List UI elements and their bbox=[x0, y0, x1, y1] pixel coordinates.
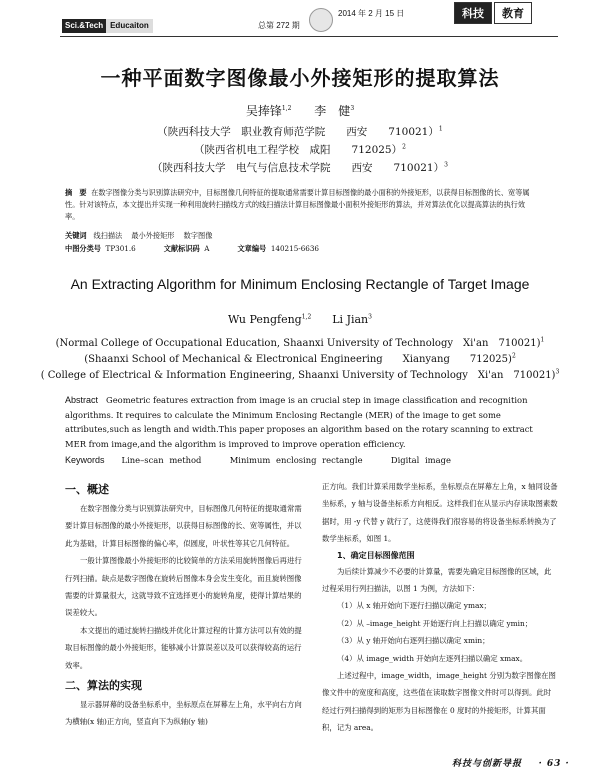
header-divider bbox=[60, 36, 558, 37]
affiliation-en bbox=[0, 334, 600, 349]
classification-cn bbox=[65, 243, 535, 255]
paper-title-cn: 一种平面数字图像最小外接矩形的提取算法 bbox=[100, 66, 500, 90]
keyword: 数字图像 bbox=[183, 231, 213, 240]
affiliation-text: （陕西省机电工程学校 咸阳 712025） bbox=[194, 144, 403, 156]
clc-number bbox=[65, 243, 136, 255]
list-item: （3）从 y 轴开始向右逐列扫描以确定 xmin； bbox=[337, 636, 490, 646]
author-name: 李 健 bbox=[314, 104, 351, 118]
author-sup: 3 bbox=[368, 313, 372, 321]
paper-title-en: An Extracting Algorithm for Minimum Enclosing Rectangle of Target Image bbox=[70, 276, 530, 292]
keywords-cn bbox=[65, 230, 535, 242]
document-code bbox=[164, 243, 210, 255]
section-tab-jiaoyu: 教育 bbox=[494, 2, 532, 24]
page-footer bbox=[452, 756, 570, 769]
abstract-text: Geometric features extraction from image is an crucial step in image classification and recognition algorithms. It requires to calculate the Minimum Enclosing Rectangle (MER) of the image to get some attributes,such as length and width.This paper proposes an algorithm based on the rotary scanning to extract MER from image,and the algorithm is improved to improve operation efficiency. bbox=[65, 395, 533, 450]
badge-sci-tech: Sci.&Tech bbox=[62, 19, 106, 33]
decorative-circle-icon bbox=[309, 8, 333, 32]
affiliation-sup: 3 bbox=[444, 161, 448, 169]
author-sup: 1,2 bbox=[281, 105, 292, 112]
abstract-cn bbox=[65, 187, 535, 223]
issue-date: 2014 年 2 月 15 日 bbox=[338, 9, 405, 18]
keyword: 线扫描法 bbox=[93, 231, 123, 240]
author-sup: 3 bbox=[350, 105, 355, 112]
body-left-column bbox=[65, 481, 305, 731]
affiliation-en bbox=[0, 350, 600, 365]
author-name: Wu Pengfeng bbox=[228, 313, 302, 326]
section-heading: 一、概述 bbox=[65, 483, 109, 496]
subsection-heading: 1、确定目标图像范围 bbox=[337, 550, 415, 560]
journal-name: 科技与创新导报 bbox=[452, 759, 523, 769]
badge-education: Educaiton bbox=[106, 19, 153, 33]
affiliation-text: (Normal College of Occupational Education, Shaanxi University of Technology Xi'an 710021) bbox=[55, 338, 541, 349]
keywords-label: Keywords bbox=[65, 455, 105, 465]
list-item: （4）从 image_width 开始向左逐列扫描以确定 xmax。 bbox=[337, 653, 528, 663]
author-name: 吴捧锋 bbox=[245, 104, 282, 118]
list-item: （1）从 x 轴开始向下逐行扫描以确定 ymax； bbox=[337, 601, 491, 611]
art-value: 140215-6636 bbox=[270, 244, 319, 253]
keyword: 最小外接矩形 bbox=[131, 231, 175, 240]
section-tabs bbox=[452, 2, 532, 24]
affiliation-text: (Shaanxi School of Mechanical & Electronical Engineering Xianyang 712025) bbox=[84, 354, 512, 365]
author-sup: 1,2 bbox=[301, 313, 312, 321]
article-number bbox=[237, 243, 319, 255]
affiliation-cn bbox=[0, 142, 600, 157]
body-right-column bbox=[322, 478, 558, 737]
abstract-label: 摘 要 bbox=[65, 188, 87, 197]
affiliation-sup: 2 bbox=[402, 143, 406, 151]
abstract-label: Abstract bbox=[65, 395, 99, 405]
paragraph: 正方向。我们计算采用数学坐标系，坐标原点在屏幕左上角，x 轴同设备坐标系，y 轴与设备坐标系方向相反。这样我们在从显示内存读取图素数据时，用 -y 代替 y 就行了，这使得我们很容易的将设备坐标系转换为了数学坐标系，如图 1。 bbox=[322, 482, 558, 544]
list-item: （2）从 –image_height 开始逐行向上扫描以确定 ymin； bbox=[337, 618, 533, 628]
affiliation-sup: 3 bbox=[555, 368, 560, 376]
keyword: Digital image bbox=[390, 455, 451, 465]
affiliation-text: ( College of Electrical & Information Engineering, Shaanxi University of Technology Xi'an 710021) bbox=[40, 370, 556, 381]
paragraph: 上述过程中，image_width，image_height 分别为数字图像在图像文件中的宽度和高度，这些值在读取数字图像文件时可以得到。此时经过行列扫描得到的矩形为目标图像在 0 度时的外接矩形，计算其面积，记为 area。 bbox=[322, 671, 556, 733]
art-label: 文章编号 bbox=[237, 244, 267, 253]
section-heading: 二、算法的实现 bbox=[65, 679, 142, 693]
paragraph: 一般计算图像最小外接矩形的比较简单的方法采用旋转图像后再进行行列扫描。缺点是数字图像在旋转后图像本身会发生变化，而且旋转图像需要的计算量很大，这就导致不宜选择更小的旋转角度，使得计算结果的误差较大。 bbox=[65, 556, 302, 618]
abstract-en bbox=[65, 393, 537, 452]
affiliation-sup: 1 bbox=[438, 125, 443, 133]
affiliation-cn bbox=[0, 160, 600, 175]
affiliation-en bbox=[0, 366, 600, 381]
issue-number: 总第 272 期 bbox=[258, 21, 300, 30]
paragraph: 为后续计算减少不必要的计算量，需要先确定目标图像的区域，此过程采用行列扫描法，以图 1 为例，方法如下： bbox=[322, 566, 552, 594]
paragraph: 显示器屏幕的设备坐标系中，坐标原点在屏幕左上角，水平向右方向为横轴(x 轴)正方向，竖直向下为纵轴(y 轴) bbox=[65, 700, 302, 727]
paragraph: 本文提出的通过旋转扫描线并优化计算过程的计算方法可以有效的提取目标图像的最小外接矩形，能够减小计算误差以及可以获得较高的运行效率。 bbox=[65, 625, 302, 670]
section-tab-keji: 科技 bbox=[454, 2, 492, 24]
affiliation-sup: 1 bbox=[540, 336, 545, 344]
page-number: · 63 · bbox=[538, 759, 570, 769]
keyword: Line–scan method bbox=[121, 455, 202, 465]
doc-value: A bbox=[204, 244, 210, 253]
keywords-label: 关键词 bbox=[65, 231, 87, 240]
authors-en bbox=[0, 313, 600, 326]
abstract-text: 在数字图像分类与识别算法研究中，目标图像几何特征的提取通常需要计算目标图像的最小面积的外接矩形，以获得目标图像的长、宽等属性。针对该特点，本文提出并实现一种利用旋转扫描线方式的线扫描法计算目标图像最小面积外接矩形的算法，并对算法优化以提高算法的执行效率。 bbox=[65, 188, 530, 221]
authors-cn bbox=[0, 102, 600, 119]
clc-value: TP301.6 bbox=[105, 244, 136, 253]
affiliation-sup: 2 bbox=[511, 352, 516, 360]
keyword: Minimum enclosing rectangle bbox=[229, 455, 363, 465]
affiliation-text: （陕西科技大学 职业教育师范学院 西安 710021） bbox=[157, 126, 439, 138]
clc-label: 中图分类号 bbox=[65, 244, 101, 253]
journal-badge bbox=[62, 19, 153, 33]
paragraph: 在数字图像分类与识别算法研究中，目标图像几何特征的提取通常需要计算目标图像的最小外接矩形，以获得目标图像的长、宽等属性，并以此为基础，计算目标图像的偏心率，似圆度，叶状性等其它几何特征。 bbox=[65, 504, 302, 548]
author-name: Li Jian bbox=[332, 313, 369, 326]
keywords-en bbox=[65, 455, 537, 465]
affiliation-cn bbox=[0, 124, 600, 139]
doc-label: 文献标识码 bbox=[163, 244, 200, 253]
affiliation-text: （陕西科技大学 电气与信息技术学院 西安 710021） bbox=[152, 162, 445, 174]
